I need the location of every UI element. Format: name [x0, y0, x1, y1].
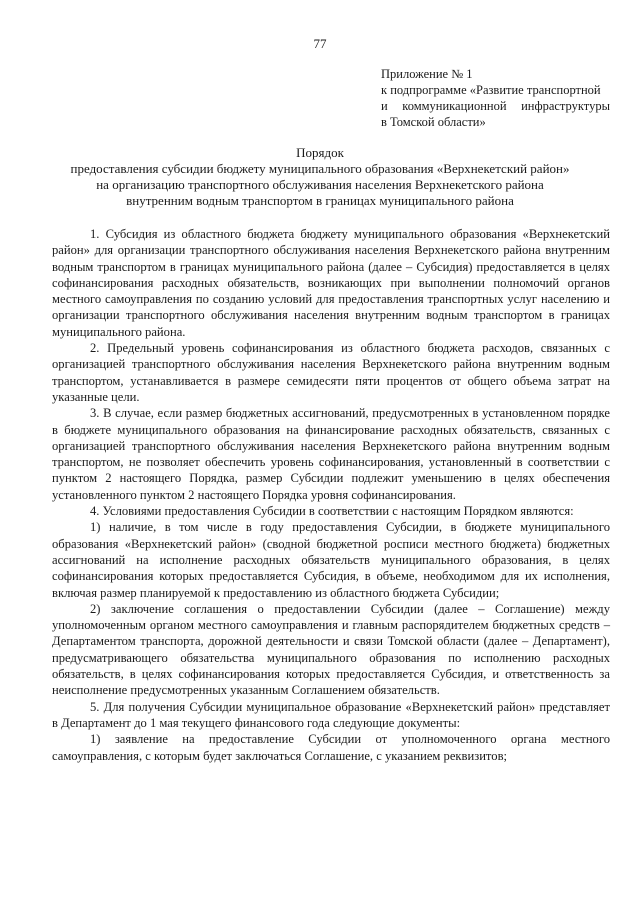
- paragraph-2: 2. Предельный уровень софинансирования из областного бюджета расходов, связанных с организацией транспортного обслуживания населения Верхнекетского района внутренним водным транспортом, устанавливается в размере семидесяти пяти процентов от общего объема затрат на указанные цели.: [52, 341, 610, 404]
- appendix-line-3: и коммуникационной инфраструктуры: [381, 99, 610, 113]
- title-line-4: внутренним водным транспортом в границах муниципального района: [126, 193, 514, 208]
- document-body: [52, 226, 610, 764]
- paragraph-3: 3. В случае, если размер бюджетных ассигнований, предусмотренных в установленном порядке в бюджете муниципального образования на финансирование расходных обязательств, связанных с организацией транспортного обслуживания населения Верхнекетского района внутренним водным транспортом, не позволяет обеспечить уровень софинансирования, установленный в соответствии с пунктом 2 настоящего Порядка, размер Субсидии подлежит уменьшению в целях обеспечения установленного пунктом 2 настоящего Порядка уровня софинансирования.: [52, 406, 610, 502]
- page-number: 77: [313, 36, 327, 51]
- appendix-header: [381, 66, 610, 130]
- appendix-line-2: к подпрограмме «Развитие транспортной: [381, 83, 601, 97]
- document-title: [40, 145, 600, 209]
- appendix-line-4: в Томской области»: [381, 115, 486, 129]
- title-line-3: на организацию транспортного обслуживания населения Верхнекетского района: [96, 177, 544, 192]
- title-line-2: предоставления субсидии бюджету муниципального образования «Верхнекетский район»: [70, 161, 570, 176]
- paragraph-4-item-1: 1) наличие, в том числе в году предоставления Субсидии, в бюджете муниципального образования «Верхнекетский район» (сводной бюджетной росписи местного бюджета) бюджетных ассигнований на исполнение расходных обязательств муниципального образования, в целях софинансирования которых предоставляется Субсидия, в объеме, необходимом для их исполнения, включая размер планируемой к предоставлению из областного бюджета Субсидии;: [52, 520, 610, 600]
- paragraph-4-item-2: 2) заключение соглашения о предоставлении Субсидии (далее – Соглашение) между уполномоченным органом местного самоуправления и главным распорядителем бюджетных средств – Департаментом транспорта, дорожной деятельности и связи Томской области (далее – Департамент), предусматривающего обязательства муниципального образования по исполнению расходных обязательств, в целях софинансирования которых предоставляется Субсидия, и ответственность за неисполнение предусмотренных указанным Соглашением обязательств.: [52, 601, 610, 698]
- appendix-line-1: Приложение № 1: [381, 67, 473, 81]
- paragraph-5-item-1: 1) заявление на предоставление Субсидии от уполномоченного органа местного самоуправления, с которым будет заключаться Соглашение, с указанием реквизитов;: [52, 732, 610, 763]
- paragraph-5: 5. Для получения Субсидии муниципальное образование «Верхнекетский район» представляет в Департамент до 1 мая текущего финансового года следующие документы:: [52, 699, 610, 730]
- title-line-1: Порядок: [296, 145, 344, 160]
- paragraph-4: 4. Условиями предоставления Субсидии в соответствии с настоящим Порядком являются:: [90, 504, 574, 519]
- paragraph-1: 1. Субсидия из областного бюджета бюджету муниципального образования «Верхнекетский район» для организации транспортного обслуживания населения Верхнекетского района внутренним водным транспортом в границах муниципального района (далее – Субсидия) предоставляется в целях софинансирования расходных обязательств, возникающих при выполнении полномочий органов местного самоуправления по созданию условий для предоставления транспортных услуг населению и организации транспортного обслуживания населения внутренним водным транспортом в границах муниципального района.: [52, 227, 610, 339]
